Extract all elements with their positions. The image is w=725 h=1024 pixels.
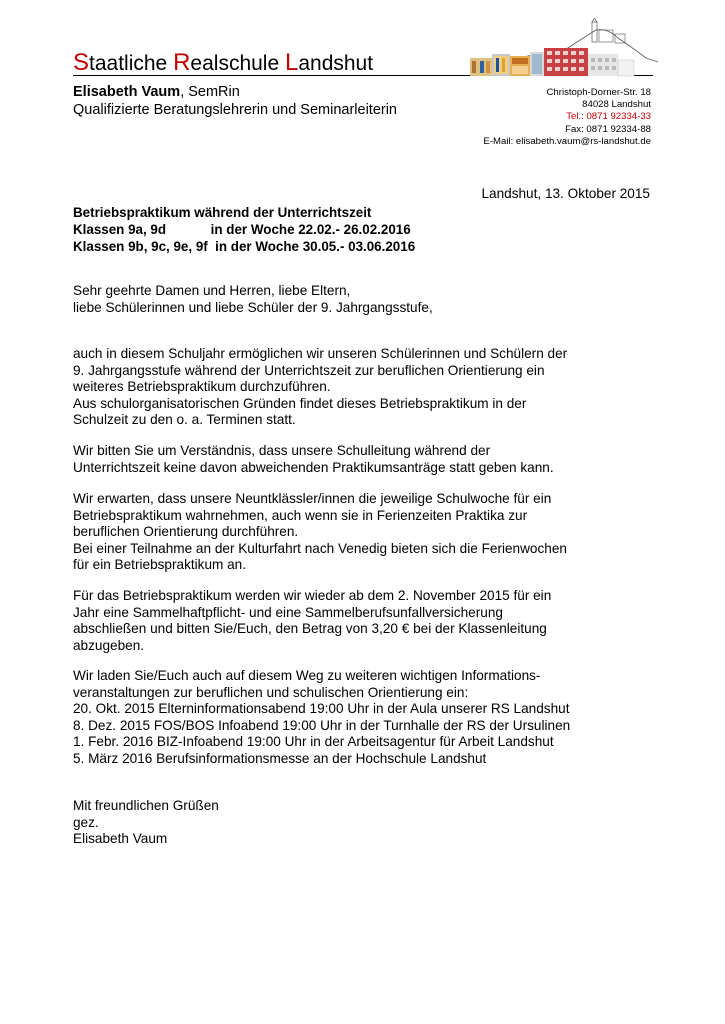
contact-email[interactable]: E-Mail: elisabeth.vaum@rs-landshut.de [483, 135, 651, 147]
paragraph-line: Aus schulorganisatorischen Gründen findet dieses Betriebspraktikum in der [73, 395, 527, 411]
closing-greeting: Mit freundlichen Grüßen [73, 798, 219, 813]
contact-city: 84028 Landshut [582, 99, 651, 111]
event-line: 1. Febr. 2016 BIZ-Infoabend 19:00 Uhr in der Arbeitsagentur für Arbeit Landshut [73, 734, 554, 750]
school-name-initial-r: R [173, 49, 191, 76]
contact-street: Christoph-Dorner-Str. 18 [546, 87, 651, 98]
contact-block [483, 87, 651, 148]
paragraph-line: weiteres Betriebspraktikum durchzuführen. [73, 379, 331, 395]
school-name-part-3: andshut [298, 52, 374, 75]
paragraph-line: Betriebspraktikum wahrnehmen, auch wenn sie in Ferienzeiten Praktika zur [73, 507, 528, 523]
salutation-line: Sehr geehrte Damen und Herren, liebe Eltern, [73, 283, 351, 298]
paragraph-line: für ein Betriebspraktikum an. [73, 557, 247, 573]
paragraph-line: Unterrichtszeit keine davon abweichenden Praktikumsanträge statt geben kann. [73, 459, 554, 475]
salutation-line: liebe Schülerinnen und liebe Schüler der 9. Jahrgangsstufe, [73, 299, 433, 315]
paragraph-line: Wir bitten Sie um Verständnis, dass unsere Schulleitung während der [73, 443, 491, 458]
closing-gez: gez. [73, 814, 99, 830]
paragraph-4 [73, 588, 673, 654]
paragraph-line: Schulzeit zu den o. a. Terminen statt. [73, 412, 296, 428]
paragraph-line: auch in diesem Schuljahr ermöglichen wir unseren Schülerinnen und Schülern der [73, 346, 568, 361]
paragraph-line: abzugeben. [73, 637, 145, 653]
subject-block [73, 204, 415, 255]
paragraph-line: Wir erwarten, dass unsere Neuntklässler/innen die jeweilige Schulwoche für ein [73, 491, 552, 506]
paragraph-line: 9. Jahrgangsstufe während der Unterrichtszeit zur beruflichen Orientierung ein [73, 362, 545, 378]
contact-tel: Tel.: 0871 92334-33 [566, 111, 651, 123]
event-line: 8. Dez. 2015 FOS/BOS Infoabend 19:00 Uhr in der Turnhalle der RS der Ursulinen [73, 717, 571, 733]
paragraph-5 [73, 668, 673, 768]
paragraph-line: abschließen und bitten Sie/Euch, den Betrag von 3,20 € bei der Klassenleitung [73, 621, 547, 637]
school-name-initial-l: L [284, 49, 299, 76]
school-name-part-1: taatliche [89, 52, 174, 75]
paragraph-1 [73, 346, 673, 429]
sender-name: Elisabeth Vaum [73, 84, 181, 100]
paragraph-line: Für das Betriebspraktikum werden wir wieder ab dem 2. November 2015 für ein [73, 588, 552, 603]
paragraph-line: veranstaltungen zur beruflichen und schulischen Orientierung ein: [73, 684, 469, 700]
closing-signature-name: Elisabeth Vaum [73, 831, 168, 847]
paragraph-3 [73, 491, 673, 574]
event-line: 5. März 2016 Berufsinformationsmesse an der Hochschule Landshut [73, 750, 487, 766]
date-line: Landshut, 13. Oktober 2015 [481, 186, 650, 201]
sender-name-line [73, 84, 240, 100]
school-name-part-2: ealschule [190, 52, 285, 75]
school-building-logo [468, 18, 658, 80]
subject-line: Klassen 9a, 9d in der Woche 22.02.- 26.02.2016 [73, 222, 411, 237]
paragraph-2 [73, 443, 673, 476]
subject-line: Betriebspraktikum während der Unterrichtszeit [73, 205, 372, 220]
salutation [73, 283, 673, 316]
paragraph-line: Wir laden Sie/Euch auch auf diesem Weg zu weiteren wichtigen Informations- [73, 668, 541, 683]
sender-role: Qualifizierte Beratungslehrerin und Seminarleiterin [73, 102, 397, 118]
paragraph-line: beruflichen Orientierung durchführen. [73, 524, 299, 540]
sender-title: , SemRin [180, 84, 240, 100]
subject-line: Klassen 9b, 9c, 9e, 9f in der Woche 30.05.- 03.06.2016 [73, 239, 416, 254]
paragraph-line: Bei einer Teilnahme an der Kulturfahrt nach Venedig bieten sich die Ferienwochen [73, 540, 567, 556]
school-name [73, 49, 373, 77]
event-line: 20. Okt. 2015 Elterninformationsabend 19:00 Uhr in der Aula unserer RS Landshut [73, 701, 570, 717]
closing [73, 798, 673, 848]
contact-fax: Fax: 0871 92334-88 [565, 123, 651, 135]
paragraph-line: Jahr eine Sammelhaftpflicht- und eine Sammelberufsunfallversicherung [73, 604, 503, 620]
school-name-initial-s: S [73, 49, 90, 76]
